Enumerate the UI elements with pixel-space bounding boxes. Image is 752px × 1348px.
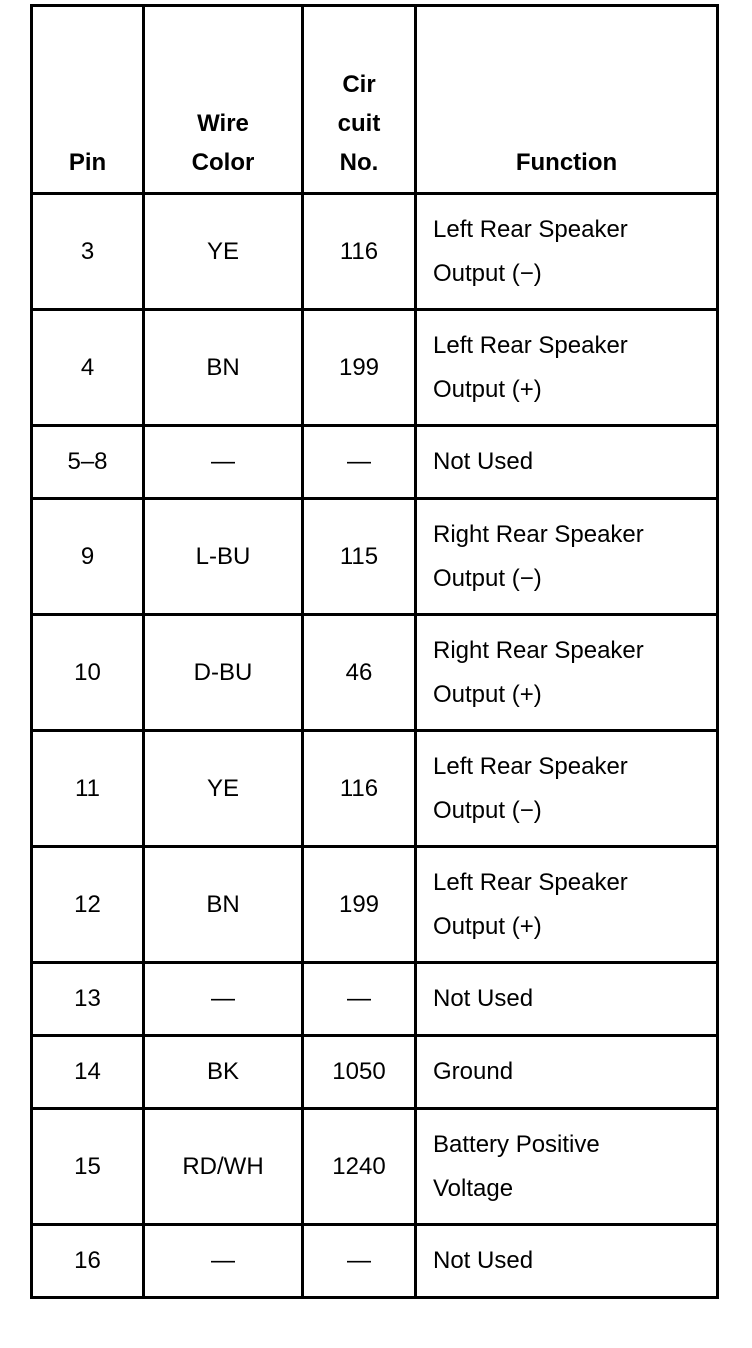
pin-cell: 11 — [32, 731, 144, 847]
function-line: Output (+) — [433, 680, 542, 708]
wire-color-cell: YE — [144, 194, 303, 310]
circuit-cell: 1050 — [303, 1036, 416, 1109]
function-cell — [416, 963, 718, 1036]
table-row — [32, 426, 718, 499]
pin-cell: 14 — [32, 1036, 144, 1109]
function-line: Battery Positive — [433, 1130, 600, 1158]
wire-color-cell: RD/WH — [144, 1109, 303, 1225]
function-line: Left Rear Speaker — [433, 752, 628, 780]
table-row — [32, 194, 718, 310]
function-line: Voltage — [433, 1174, 514, 1202]
header-wire-color: Wire Color — [144, 6, 303, 194]
circuit-cell: 116 — [303, 194, 416, 310]
pin-cell: 5–8 — [32, 426, 144, 499]
circuit-cell: 116 — [303, 731, 416, 847]
circuit-cell: 199 — [303, 847, 416, 963]
wire-color-cell: — — [144, 963, 303, 1036]
header-row — [32, 6, 718, 194]
pin-cell: 4 — [32, 310, 144, 426]
circuit-cell: 1240 — [303, 1109, 416, 1225]
circuit-cell: 46 — [303, 615, 416, 731]
function-cell — [416, 310, 718, 426]
circuit-cell: 199 — [303, 310, 416, 426]
function-cell — [416, 731, 718, 847]
circuit-cell: 115 — [303, 499, 416, 615]
pin-cell: 9 — [32, 499, 144, 615]
table-row — [32, 1109, 718, 1225]
function-line: Output (−) — [433, 796, 542, 824]
header-pin: Pin — [32, 6, 144, 194]
function-line: Not Used — [433, 985, 534, 1012]
pin-cell: 16 — [32, 1225, 144, 1298]
connector-pinout-table — [30, 4, 719, 1299]
pin-cell: 10 — [32, 615, 144, 731]
function-line: Right Rear Speaker — [433, 636, 644, 664]
wire-color-cell: BK — [144, 1036, 303, 1109]
function-line: Right Rear Speaker — [433, 520, 644, 548]
function-line: Left Rear Speaker — [433, 331, 628, 359]
function-line: Output (−) — [433, 564, 542, 592]
table-row — [32, 963, 718, 1036]
table-row — [32, 499, 718, 615]
wire-color-cell: — — [144, 1225, 303, 1298]
wire-color-cell: BN — [144, 847, 303, 963]
function-cell — [416, 1109, 718, 1225]
pin-cell: 15 — [32, 1109, 144, 1225]
wire-color-cell: D-BU — [144, 615, 303, 731]
circuit-cell: — — [303, 963, 416, 1036]
function-cell — [416, 194, 718, 310]
function-line: Output (+) — [433, 912, 542, 940]
function-line: Left Rear Speaker — [433, 868, 628, 896]
table-row — [32, 310, 718, 426]
wire-color-cell: YE — [144, 731, 303, 847]
function-line: Not Used — [433, 448, 534, 475]
table-row — [32, 847, 718, 963]
table-row — [32, 615, 718, 731]
function-cell — [416, 1036, 718, 1109]
function-cell — [416, 615, 718, 731]
pin-cell: 3 — [32, 194, 144, 310]
pin-cell: 13 — [32, 963, 144, 1036]
function-cell — [416, 426, 718, 499]
table-row — [32, 1225, 718, 1298]
function-cell — [416, 847, 718, 963]
function-line: Left Rear Speaker — [433, 215, 628, 243]
circuit-cell: — — [303, 1225, 416, 1298]
wire-color-cell: — — [144, 426, 303, 499]
function-line: Not Used — [433, 1247, 534, 1274]
header-function: Function — [416, 6, 718, 194]
wire-color-cell: BN — [144, 310, 303, 426]
function-line: Ground — [433, 1058, 514, 1085]
function-line: Output (+) — [433, 375, 542, 403]
table-row — [32, 731, 718, 847]
pin-cell: 12 — [32, 847, 144, 963]
wire-color-cell: L-BU — [144, 499, 303, 615]
function-cell — [416, 499, 718, 615]
function-cell — [416, 1225, 718, 1298]
table-row — [32, 1036, 718, 1109]
circuit-cell: — — [303, 426, 416, 499]
header-circuit-no: Cir cuit No. — [303, 6, 416, 194]
function-line: Output (−) — [433, 259, 542, 287]
